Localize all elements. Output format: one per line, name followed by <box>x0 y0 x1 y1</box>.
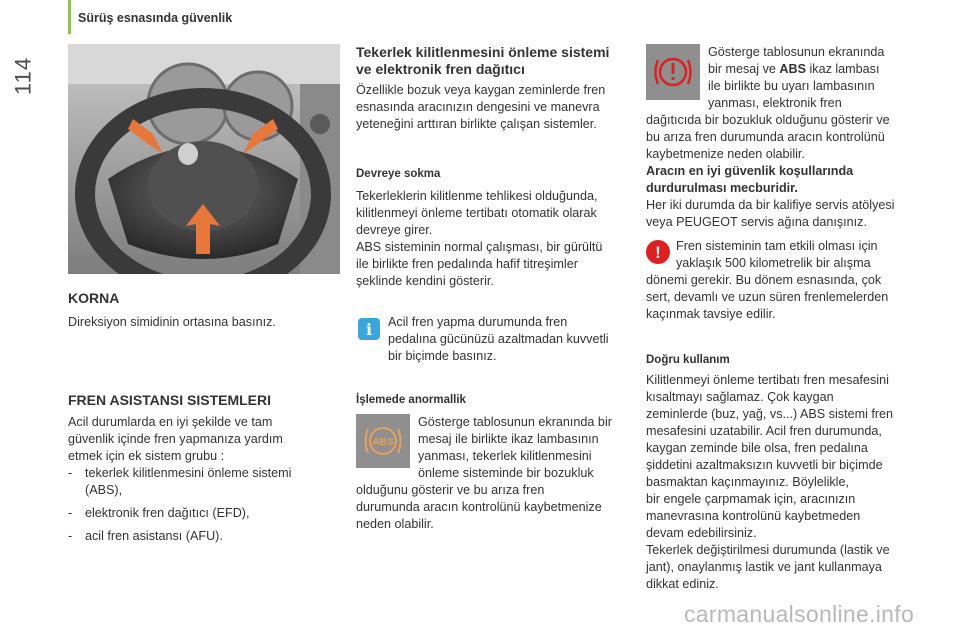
right-warn-text-wrapped <box>708 44 920 112</box>
brake-systems-list <box>68 465 340 551</box>
right-warn-text-full <box>646 112 920 231</box>
intro-line: etmek için ek sistem grubu : <box>68 449 225 463</box>
text-line: dönemi gerekir. Bu dönem esnasında, çok <box>646 273 882 287</box>
text-line: basmaktan kaçınmayınız. Böylelikle, <box>646 475 849 489</box>
intro-line: güvenlik içinde fren yapmanıza yardım <box>68 432 283 446</box>
list-item-line: - tekerlek kilitlenmesini önleme sistemi <box>85 466 292 480</box>
korna-title: KORNA <box>68 290 120 306</box>
brake-warning-icon <box>646 44 700 100</box>
text-line: kısaltmayı sağlamaz. Çok kaygan <box>646 390 834 404</box>
text-line: kaybetmenize neden olabilir. <box>646 147 805 161</box>
text-line: pedalına gücünüzü azaltmadan kuvvetli <box>388 332 609 346</box>
list-item-line: (ABS), <box>85 483 123 497</box>
list-item <box>68 528 340 545</box>
alert-note-full <box>646 272 922 323</box>
text-line: ile birlikte fren pedalında hafif titreşimler <box>356 257 578 271</box>
text-line: sert, devamlı ve uzun süren frenlemelerden <box>646 290 889 304</box>
text-line: bir mesaj ve ABS ikaz lambası <box>708 62 880 76</box>
text-line: ABS sisteminin normal çalışması, bir gürültü <box>356 240 603 254</box>
text-line: devam edebilirsiniz. <box>646 526 757 540</box>
korna-text: Direksiyon simidinin ortasına basınız. <box>68 315 276 329</box>
text-line: kaygan zeminde bile olsa, fren pedalına <box>646 441 868 455</box>
text-line: kaçınmak tavsiye edilir. <box>646 307 776 321</box>
text-line: mesaj ile birlikte ikaz lambasının <box>418 432 599 446</box>
text-line: durumunda aracın kontrolünü kaybetmenize <box>356 500 602 514</box>
text-line: bu arıza fren durumunda aracın kontrolünü <box>646 130 885 144</box>
anormallik-text-full <box>356 482 638 533</box>
section-title: Sürüş esnasında güvenlik <box>78 11 233 25</box>
text-line: dikkat ediniz. <box>646 577 719 591</box>
text-line: esnasında aracınızın dengesini ve manevra <box>356 100 600 114</box>
abs-title-line: Tekerlek kilitlenmesini önleme sistemi <box>356 44 610 60</box>
text-line: Tekerlek değiştirilmesi durumunda (lastik ve <box>646 543 890 557</box>
text-line: jant), onaylanmış lastik ve jant kullanmaya <box>646 560 882 574</box>
text-line: yeteneğini arttıran birlikte çalışan sistemler. <box>356 117 597 131</box>
text-line: ile birlikte bu uyarı lambasının <box>708 79 875 93</box>
page-number: 114 <box>10 56 36 96</box>
watermark-text: carmanualsonline.info <box>684 601 915 627</box>
text-line: şiddetini azaltmaksızın kuvvetli bir biçimde <box>646 458 883 472</box>
text-line: yanması, tekerlek kilitlenmesini <box>418 449 592 463</box>
text-line: yaklaşık 500 kilometrelik bir alışma <box>676 256 871 270</box>
abs-warning-icon <box>356 414 410 468</box>
abs-intro <box>356 82 636 133</box>
abs-title-line: ve elektronik fren dağıtıcı <box>356 61 525 77</box>
warning-exclamation-icon: ! <box>646 240 670 264</box>
section-accent-bar <box>68 0 71 34</box>
text-line: yanması, elektronik fren <box>708 96 842 110</box>
list-item-line: - elektronik fren dağıtıcı (EFD), <box>85 506 250 520</box>
brake-warning-symbol <box>651 52 695 92</box>
bold-text-line: Aracın en iyi güvenlik koşullarında <box>646 164 854 178</box>
text-line: bir engele çarpmamak için, aracınızın <box>646 492 856 506</box>
steering-wheel-illustration <box>68 44 340 274</box>
text-line: olduğunu gösterir ve bu arıza fren <box>356 483 545 497</box>
text-line: önleme sisteminde bir bozukluk <box>418 466 594 480</box>
list-item <box>68 505 340 522</box>
text-line: Gösterge tablosunun ekranında <box>708 45 885 59</box>
list-item-line: - acil fren asistansı (AFU). <box>85 529 223 543</box>
dogru-kullanim-text <box>646 372 924 593</box>
fren-asistans-intro <box>68 414 340 465</box>
info-note <box>388 314 638 365</box>
text-line: Gösterge tablosunun ekranında bir <box>418 415 612 429</box>
steering-wheel-photo <box>68 44 340 274</box>
fren-asistans-title: FREN ASISTANSI SISTEMLERI <box>68 392 272 408</box>
abs-bold-text: ABS <box>779 62 806 76</box>
alert-note-wrapped <box>676 238 922 272</box>
text-line: mesafesini uzatabilir. Acil fren durumunda, <box>646 424 882 438</box>
abs-warning-symbol <box>361 421 405 461</box>
text-line: manevrasına kontrolünü kaybetmeden <box>646 509 861 523</box>
devreye-title: Devreye sokma <box>356 168 441 180</box>
anormallik-text-wrapped <box>418 414 638 482</box>
abs-section-title <box>356 44 636 78</box>
text-line: veya PEUGEOT servis ağına danışınız. <box>646 215 867 229</box>
text-line: dağıtıcıda bir bozukluk olduğunu gösterir ve <box>646 113 890 127</box>
text-line: bir biçimde basınız. <box>388 349 497 363</box>
anormallik-title: İşlemede anormallik <box>356 394 466 406</box>
text-line: kilitlenmeyi önleme tertibatı otomatik olarak <box>356 206 597 220</box>
devreye-text <box>356 188 636 290</box>
text-line: Tekerleklerin kilitlenme tehlikesi olduğunda, <box>356 189 598 203</box>
text-line: devreye girer. <box>356 223 433 237</box>
info-icon: i <box>358 318 380 340</box>
dogru-kullanim-title: Doğru kullanım <box>646 354 730 366</box>
text-line: Acil fren yapma durumunda fren <box>388 315 568 329</box>
intro-line: Acil durumlarda en iyi şekilde ve tam <box>68 415 273 429</box>
list-item <box>68 465 340 499</box>
bold-text-line: durdurulması mecburidir. <box>646 181 798 195</box>
text-line: Özellikle bozuk veya kaygan zeminlerde fren <box>356 83 606 97</box>
text-line: Fren sisteminin tam etkili olması için <box>676 239 878 253</box>
text-line: Kilitlenmeyi önleme tertibatı fren mesafesini <box>646 373 889 387</box>
text-line: zeminlerde (buz, yağ, vs...) ABS sistemi fren <box>646 407 894 421</box>
abs-icon-label: ABS <box>372 437 394 448</box>
text-line: şeklinde kendini gösterir. <box>356 274 494 288</box>
text-line: Her iki durumda da bir kalifiye servis atölyesi <box>646 198 895 212</box>
text-line: neden olabilir. <box>356 517 434 531</box>
